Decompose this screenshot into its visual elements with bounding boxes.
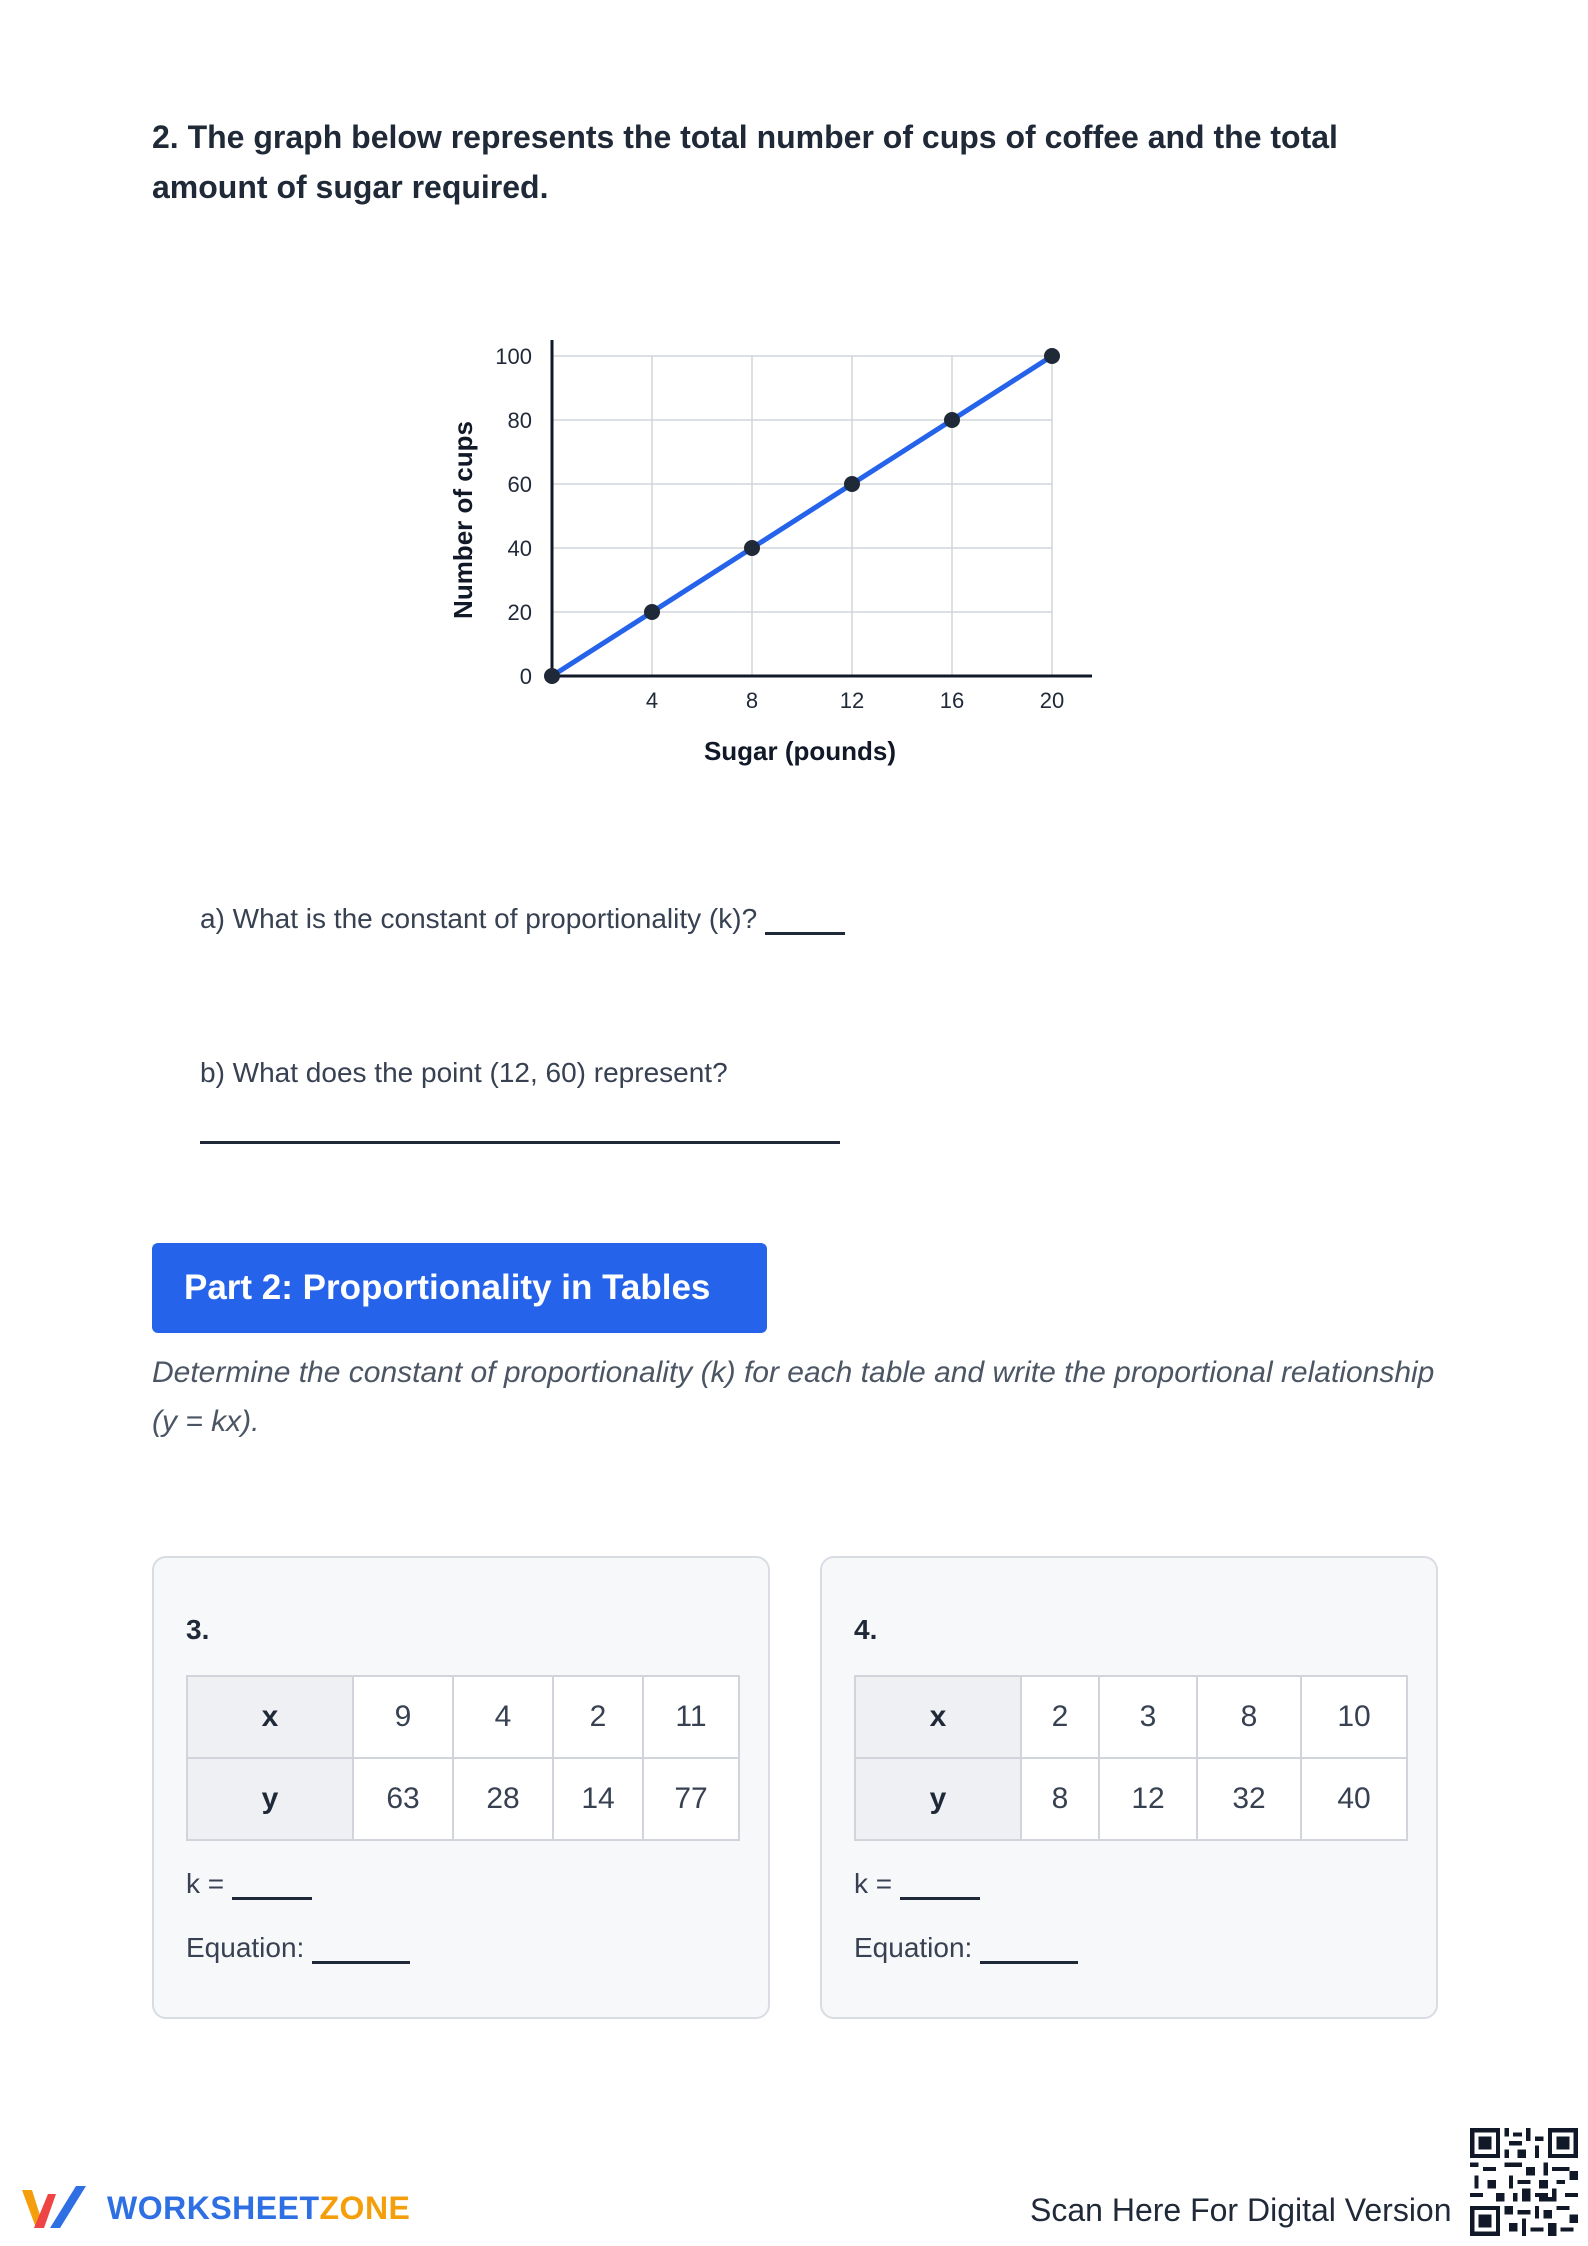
equation-label: Equation: bbox=[186, 1932, 305, 1963]
table-cell: 2 bbox=[1021, 1676, 1099, 1758]
k-label: k = bbox=[186, 1868, 225, 1899]
table-cell: 63 bbox=[353, 1758, 453, 1840]
proportion-table bbox=[854, 1675, 1408, 1841]
answer-line-b[interactable] bbox=[200, 1141, 840, 1144]
problem-number: 4. bbox=[854, 1614, 878, 1645]
table-cell: 8 bbox=[1021, 1758, 1099, 1840]
y-tick-label: 80 bbox=[507, 408, 532, 433]
problem-number: 3. bbox=[186, 1614, 210, 1645]
x-tick-label: 16 bbox=[939, 688, 965, 713]
x-tick-label: 12 bbox=[839, 688, 865, 713]
chart-series bbox=[544, 348, 1060, 684]
k-answer-row bbox=[186, 1868, 312, 1900]
row-header-y: y bbox=[855, 1758, 1021, 1840]
table-cell: 77 bbox=[643, 1758, 739, 1840]
y-axis-label: Number of cups bbox=[448, 421, 478, 619]
worksheetzone-logo-icon bbox=[18, 2180, 98, 2236]
table-cell: 14 bbox=[553, 1758, 643, 1840]
x-axis-label: Sugar (pounds) bbox=[703, 736, 897, 766]
equation-answer-blank[interactable] bbox=[980, 1934, 1078, 1964]
equation-answer-blank[interactable] bbox=[312, 1934, 410, 1964]
data-point bbox=[544, 668, 560, 684]
equation-answer-row bbox=[186, 1932, 410, 1964]
k-answer-blank[interactable] bbox=[900, 1870, 980, 1900]
brand-part-2: ZONE bbox=[319, 2190, 411, 2226]
row-header-x: x bbox=[187, 1676, 353, 1758]
k-answer-row bbox=[854, 1868, 980, 1900]
table-cell: 32 bbox=[1197, 1758, 1301, 1840]
table-cell: 28 bbox=[453, 1758, 553, 1840]
y-tick-label: 20 bbox=[507, 600, 532, 625]
row-header-y: y bbox=[187, 1758, 353, 1840]
coffee-sugar-line-chart bbox=[440, 320, 1120, 790]
qr-code-icon[interactable] bbox=[1470, 2128, 1578, 2236]
data-point bbox=[744, 540, 760, 556]
table-row-y bbox=[855, 1758, 1407, 1840]
data-point bbox=[1044, 348, 1060, 364]
x-tick-label: 20 bbox=[1039, 688, 1065, 713]
answer-blank-a[interactable] bbox=[765, 905, 845, 935]
part-2-header: Part 2: Proportionality in Tables bbox=[152, 1243, 767, 1333]
y-tick-label: 100 bbox=[495, 344, 532, 369]
row-header-x: x bbox=[855, 1676, 1021, 1758]
table-cell: 4 bbox=[453, 1676, 553, 1758]
question-prompt: The graph below represents the total number of cups of coffee and the total amount of sugar required. bbox=[152, 119, 1338, 205]
part-2-instructions: Determine the constant of proportionality (k) for each table and write the proportional relationship (y = kx). bbox=[152, 1356, 1435, 1438]
problem-card-4 bbox=[820, 1556, 1438, 2019]
y-tick-label: 40 bbox=[507, 536, 532, 561]
k-label: k = bbox=[854, 1868, 893, 1899]
data-point bbox=[944, 412, 960, 428]
problem-card-3 bbox=[152, 1556, 770, 2019]
table-cell: 3 bbox=[1099, 1676, 1197, 1758]
table-cell: 9 bbox=[353, 1676, 453, 1758]
data-point bbox=[844, 476, 860, 492]
question-2-text bbox=[152, 112, 1452, 212]
table-cell: 40 bbox=[1301, 1758, 1407, 1840]
table-row-y bbox=[187, 1758, 739, 1840]
x-tick-label: 8 bbox=[745, 688, 759, 713]
k-answer-blank[interactable] bbox=[232, 1870, 312, 1900]
scan-instruction: Scan Here For Digital Version bbox=[1030, 2192, 1452, 2228]
table-cell: 11 bbox=[643, 1676, 739, 1758]
data-point bbox=[644, 604, 660, 620]
series-line bbox=[552, 356, 1052, 676]
table-cell: 8 bbox=[1197, 1676, 1301, 1758]
table-row-x bbox=[855, 1676, 1407, 1758]
equation-label: Equation: bbox=[854, 1932, 973, 1963]
equation-answer-row bbox=[854, 1932, 1078, 1964]
table-cell: 10 bbox=[1301, 1676, 1407, 1758]
y-tick-label: 60 bbox=[507, 472, 532, 497]
table-cell: 2 bbox=[553, 1676, 643, 1758]
brand-part-1: WORKSHEET bbox=[107, 2190, 320, 2226]
y-tick-label: 0 bbox=[519, 664, 532, 689]
sub-question-a-text: a) What is the constant of proportionality (k)? bbox=[200, 903, 758, 934]
x-tick-label: 4 bbox=[645, 688, 659, 713]
proportion-table bbox=[186, 1675, 740, 1841]
table-row-x bbox=[187, 1676, 739, 1758]
brand-name bbox=[107, 2190, 410, 2227]
sub-question-b: b) What does the point (12, 60) represent? bbox=[200, 1057, 728, 1088]
question-number: 2. bbox=[152, 119, 179, 155]
table-cell: 12 bbox=[1099, 1758, 1197, 1840]
sub-question-a bbox=[200, 903, 845, 935]
